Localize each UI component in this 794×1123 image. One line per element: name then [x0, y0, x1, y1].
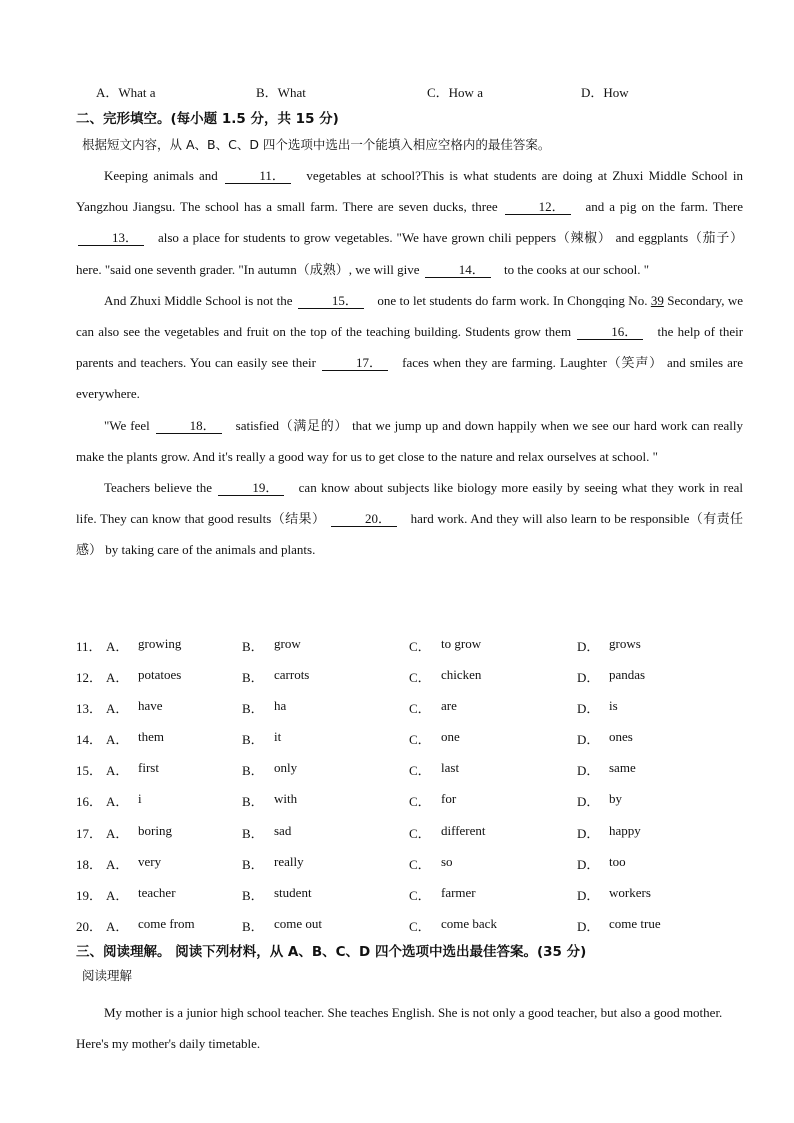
option-20-c[interactable]: come back [441, 915, 497, 931]
option-13-d[interactable]: is [609, 698, 618, 714]
option-letter-b: B． [242, 763, 264, 779]
option-letter-a: A． [106, 794, 129, 810]
option-letter-b: B． [242, 670, 264, 686]
blank-11[interactable]: 11． [225, 169, 291, 184]
question-number: 19． [76, 887, 103, 903]
option-c[interactable]: C．How a [427, 85, 483, 100]
options-row [76, 819, 756, 850]
option-letter-b: B． [242, 918, 264, 934]
option-letter-d: D． [577, 825, 600, 841]
blank-20[interactable]: 20． [331, 512, 397, 527]
option-17-c[interactable]: different [441, 822, 486, 838]
option-17-d[interactable]: happy [609, 822, 641, 838]
option-letter-d: D． [577, 639, 600, 654]
option-d[interactable]: D．How [581, 85, 629, 100]
option-letter-d: D． [577, 887, 600, 903]
option-18-d[interactable]: too [609, 853, 626, 869]
option-20-a[interactable]: come from [138, 915, 195, 931]
option-18-a[interactable]: very [138, 853, 162, 869]
blank-13[interactable]: 13． [78, 231, 144, 246]
option-letter-c: C． [409, 701, 431, 717]
option-17-a[interactable]: boring [138, 822, 172, 838]
option-14-d[interactable]: ones [609, 729, 633, 745]
option-letter-d: D． [577, 856, 600, 872]
passage-paragraph-1: Keeping animals and 11． vegetables at school?This is what students are doing at Zhuxi Middle School in Yangzhou Jiangsu. The school has a small farm. There are seven ducks, three 12． and a pig on the farm. There 13． also a place for students to grow vegetables. "We have grown chili peppers（辣椒） and eggplants（茄子） here. "said one seventh grader. "In autumn（成熟）, we will give 14． to the cooks at our school. " [76, 168, 744, 277]
option-letter-a: A． [106, 856, 129, 872]
option-letter-a: A． [106, 670, 129, 686]
section-3-subheading: 阅读理解 [82, 968, 133, 983]
option-20-d[interactable]: come true [609, 915, 661, 931]
option-15-a[interactable]: first [138, 760, 159, 776]
option-16-d[interactable]: by [609, 791, 622, 807]
passage-paragraph-3: "We feel 18． satisfied（满足的） that we jump up and down happily when we see our hard work can really make the plants grow. And it's really a good way for us to get close to the nature and relax ourselves at school. " [76, 417, 744, 464]
options-row [76, 663, 756, 694]
option-letter-a: A． [106, 701, 129, 717]
options-row [76, 912, 756, 943]
option-letter-c: C． [409, 732, 431, 748]
option-letter-d: D． [577, 732, 600, 748]
option-letter-d: D． [577, 701, 600, 717]
option-letter-b: B． [242, 639, 264, 654]
options-row [76, 756, 756, 787]
previous-question-options [96, 82, 736, 100]
option-12-b[interactable]: carrots [274, 667, 310, 683]
option-letter-a: A． [106, 732, 129, 748]
blank-14[interactable]: 14． [425, 263, 491, 278]
options-row [76, 881, 756, 912]
option-15-b[interactable]: only [274, 760, 298, 776]
section-2-instruction: 根据短文内容，从 A、B、C、D 四个选项中选出一个能填入相应空格内的最佳答案。 [82, 137, 551, 152]
option-13-b[interactable]: ha [274, 698, 287, 714]
options-row [76, 632, 756, 663]
option-letter-b: B． [242, 732, 264, 748]
blank-19[interactable]: 19． [218, 481, 284, 496]
option-16-c[interactable]: for [441, 791, 457, 807]
question-number: 18． [76, 856, 103, 872]
option-letter-c: C． [409, 856, 431, 872]
option-letter-b: B． [242, 701, 264, 717]
option-19-c[interactable]: farmer [441, 884, 476, 900]
option-19-d[interactable]: workers [609, 884, 651, 900]
blank-16[interactable]: 16． [577, 325, 643, 340]
option-20-b[interactable]: come out [274, 915, 323, 931]
option-letter-c: C． [409, 887, 431, 903]
cloze-passage [76, 160, 743, 566]
option-letter-c: C． [409, 639, 431, 654]
option-letter-b: B． [242, 887, 264, 903]
options-row [76, 850, 756, 881]
question-number: 14． [76, 732, 103, 748]
option-a[interactable]: A．What a [96, 85, 156, 100]
reading-passage [76, 997, 743, 1059]
option-18-c[interactable]: so [441, 853, 453, 869]
option-14-a[interactable]: them [138, 729, 164, 745]
option-letter-a: A． [106, 763, 129, 779]
option-letter-c: C． [409, 670, 431, 686]
option-letter-d: D． [577, 918, 600, 934]
option-15-c[interactable]: last [441, 760, 460, 776]
option-12-a[interactable]: potatoes [138, 667, 182, 683]
question-number: 17． [76, 825, 103, 841]
option-letter-c: C． [409, 794, 431, 810]
question-number: 12． [76, 670, 103, 686]
option-letter-d: D． [577, 670, 600, 686]
option-11-b[interactable]: grow [274, 636, 301, 651]
passage-paragraph-4: Teachers believe the 19． can know about subjects like biology more easily by seeing what they work in real life. They can know that good results（结果） 20． hard work. And they will also learn to be responsible（有责任感） by taking care of the animals and plants. [76, 480, 744, 558]
option-letter-d: D． [577, 794, 600, 810]
answer-options-table [76, 632, 756, 943]
option-letter-c: C． [409, 825, 431, 841]
option-11-d[interactable]: grows [609, 636, 641, 651]
option-14-b[interactable]: it [274, 729, 282, 745]
option-letter-b: B． [242, 794, 264, 810]
option-letter-c: C． [409, 918, 431, 934]
blank-17[interactable]: 17． [322, 356, 388, 371]
blank-18[interactable]: 18． [156, 419, 222, 434]
option-13-a[interactable]: have [138, 698, 163, 714]
option-19-a[interactable]: teacher [138, 884, 176, 900]
option-16-b[interactable]: with [274, 791, 298, 807]
option-16-a[interactable]: i [138, 791, 142, 807]
option-12-d[interactable]: pandas [609, 667, 646, 683]
section-2-heading: 二、完形填空。(每小题 1.5 分，共 15 分) [76, 111, 339, 127]
option-15-d[interactable]: same [609, 760, 636, 776]
blank-12[interactable]: 12． [505, 200, 571, 215]
option-letter-a: A． [106, 825, 129, 841]
options-row [76, 725, 756, 756]
option-letter-b: B． [242, 825, 264, 841]
option-letter-c: C． [409, 763, 431, 779]
section-3-heading: 三、阅读理解。 阅读下列材料，从 A、B、C、D 四个选项中选出最佳答案。(35 分) [76, 944, 587, 960]
question-number: 11． [76, 639, 102, 654]
passage-paragraph-2: And Zhuxi Middle School is not the 15． one to let students do farm work. In Chongqing No. 39 Secondary, we can also see the vegetables and fruit on the top of the teaching building. Students grow them 16． the help of their parents and teachers. You can easily see their 17． faces when they are farming. Laughter（笑声） and smiles are everywhere. [76, 292, 744, 402]
option-letter-a: A． [106, 918, 129, 934]
question-number: 16． [76, 794, 103, 810]
reading-paragraph-1: My mother is a junior high school teacher. She teaches English. She is not only a good teacher, but also a good mother. Here's my mother's daily timetable. [76, 1005, 723, 1052]
options-row [76, 787, 756, 818]
option-11-a[interactable]: growing [138, 636, 182, 651]
question-number: 13． [76, 701, 103, 717]
question-number: 20． [76, 918, 103, 934]
option-12-c[interactable]: chicken [441, 667, 482, 683]
options-row [76, 694, 756, 725]
option-letter-d: D． [577, 763, 600, 779]
option-letter-a: A． [106, 639, 129, 654]
option-18-b[interactable]: really [274, 853, 304, 869]
question-number: 15． [76, 763, 103, 779]
option-13-c[interactable]: are [441, 698, 457, 714]
option-11-c[interactable]: to grow [441, 636, 482, 651]
blank-15[interactable]: 15． [298, 294, 364, 309]
option-14-c[interactable]: one [441, 729, 460, 745]
option-b[interactable]: B．What [256, 85, 306, 100]
option-19-b[interactable]: student [274, 884, 312, 900]
option-letter-a: A． [106, 887, 129, 903]
option-letter-b: B． [242, 856, 264, 872]
option-17-b[interactable]: sad [274, 822, 292, 838]
